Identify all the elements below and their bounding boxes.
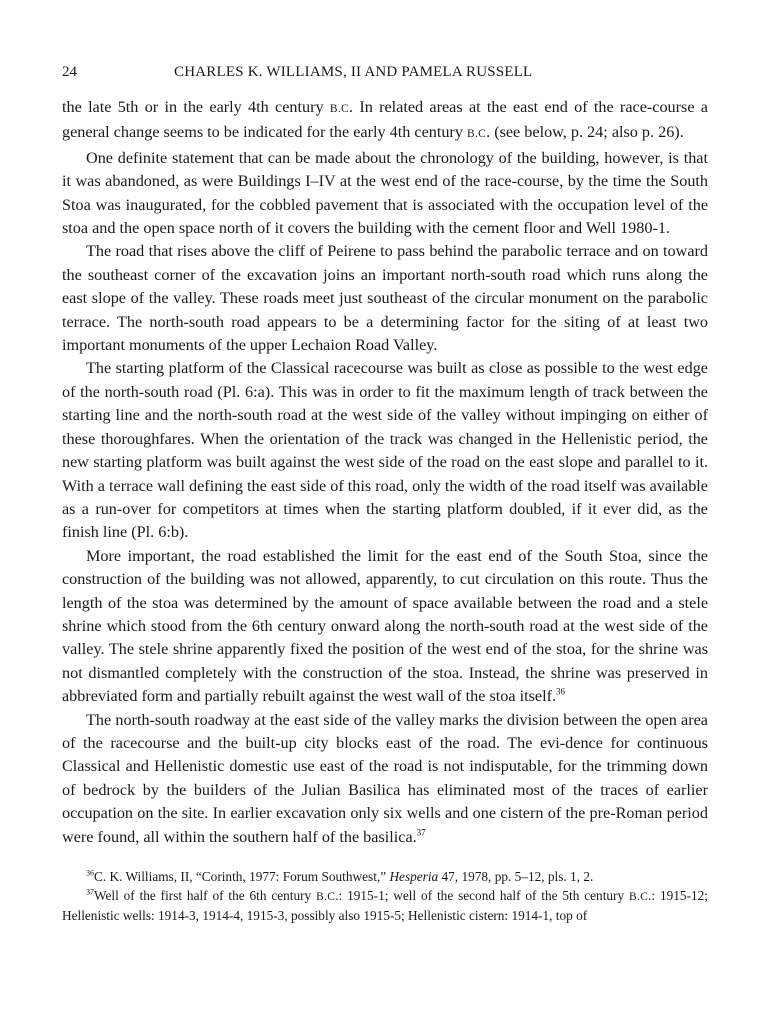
footnote-ref-37[interactable]: 37 bbox=[416, 827, 426, 838]
footnote-36: $^{36}$C. K. Williams, II, “Corinth, 1977: Forum Southwest,” Hesperia 47, 1978, pp. 5–12, pls. 1, 2. bbox=[86, 868, 594, 884]
running-header bbox=[62, 62, 708, 82]
page-number: 24 bbox=[62, 64, 77, 80]
running-head: CHARLES K. WILLIAMS, II AND PAMELA RUSSELL bbox=[174, 64, 533, 80]
footnotes bbox=[62, 868, 708, 925]
page bbox=[62, 62, 708, 925]
paragraph-2: One definite statement that can be made about the chronology of the building, however, is that it was abandoned, as were Buildings I–IV at the west end of the race-course, by the time the South Stoa was inaugurated, for the cobbled pavement that is associated with the occupation level of the stoa and the open space north of it covers the building with the cement floor and Well 1980-1. bbox=[62, 148, 708, 238]
paragraph-3: The road that rises above the cliff of Peirene to pass behind the parabolic terrace and on toward the southeast corner of the excavation joins an important north-south road which runs along the east slope of the valley. These roads meet just southeast of the circular monument on the parabolic terrace. The north-south road appears to be a determining factor for the siting of at least two important monuments of the upper Lechaion Road Valley. bbox=[62, 242, 708, 355]
paragraph-6: The north-south roadway at the east side of the valley marks the division between the open area of the racecourse and the built-up city blocks east of the road. The evi-dence for continuous Classical and Hellenistic domestic use east of the road is not indisputable, for the trimming down of bedrock by the builders of the Julian Basilica has eliminated most of the traces of earlier occupation on the site. In earlier excavation only six wells and one cistern of the pre-Roman period were found, all within the southern half of the basilica.$^{37}$ bbox=[62, 710, 708, 846]
footnote-ref-36[interactable]: 36 bbox=[556, 686, 566, 697]
footnote-37: $^{37}$Well of the first half of the 6th century B.C.: 1915-1; well of the second half of the 5th century B.C.: 1915-12; Hellenistic wells: 1914-3, 1914-4, 1915-3, possibly also 1915-5; Hellenistic cistern: 1914-1, top of bbox=[62, 887, 708, 923]
paragraph-1: the late 5th or in the early 4th century B.C. In related areas at the east end of the race-course a general change seems to be indicated for the early 4th century B.C. (see below, p. 24; also p. 26). bbox=[62, 98, 708, 142]
paragraph-5: More important, the road established the limit for the east end of the South Stoa, since the construction of the building was not allowed, apparently, to cut circulation on this route. Thus the length of the stoa was determined by the amount of space available between the road and a stele shrine which stood from the 6th century onward along the north-south road at the west side of the valley. The stele shrine apparently fixed the position of the west end of the stoa, for the shrine was not dismantled completely with the construction of the stoa. Instead, the shrine was preserved in abbreviated form and partially rebuilt against the west wall of the stoa itself.$^{36}$ bbox=[62, 546, 708, 706]
paragraph-4: The starting platform of the Classical racecourse was built as close as possible to the west edge of the north-south road (Pl. 6:a). This was in order to fit the maximum length of track between the starting line and the north-south road at the west side of the valley without impinging on either of these thoroughfares. When the orientation of the track was changed in the Hellenistic period, the new starting platform was built against the west side of the road on the east slope and parallel to it. With a terrace wall defining the east side of this road, only the width of the road itself was available as a run-over for competitors at times when the starting platform doubled, if it ever did, as the finish line (Pl. 6:b). bbox=[62, 359, 708, 542]
body-text bbox=[62, 96, 708, 849]
